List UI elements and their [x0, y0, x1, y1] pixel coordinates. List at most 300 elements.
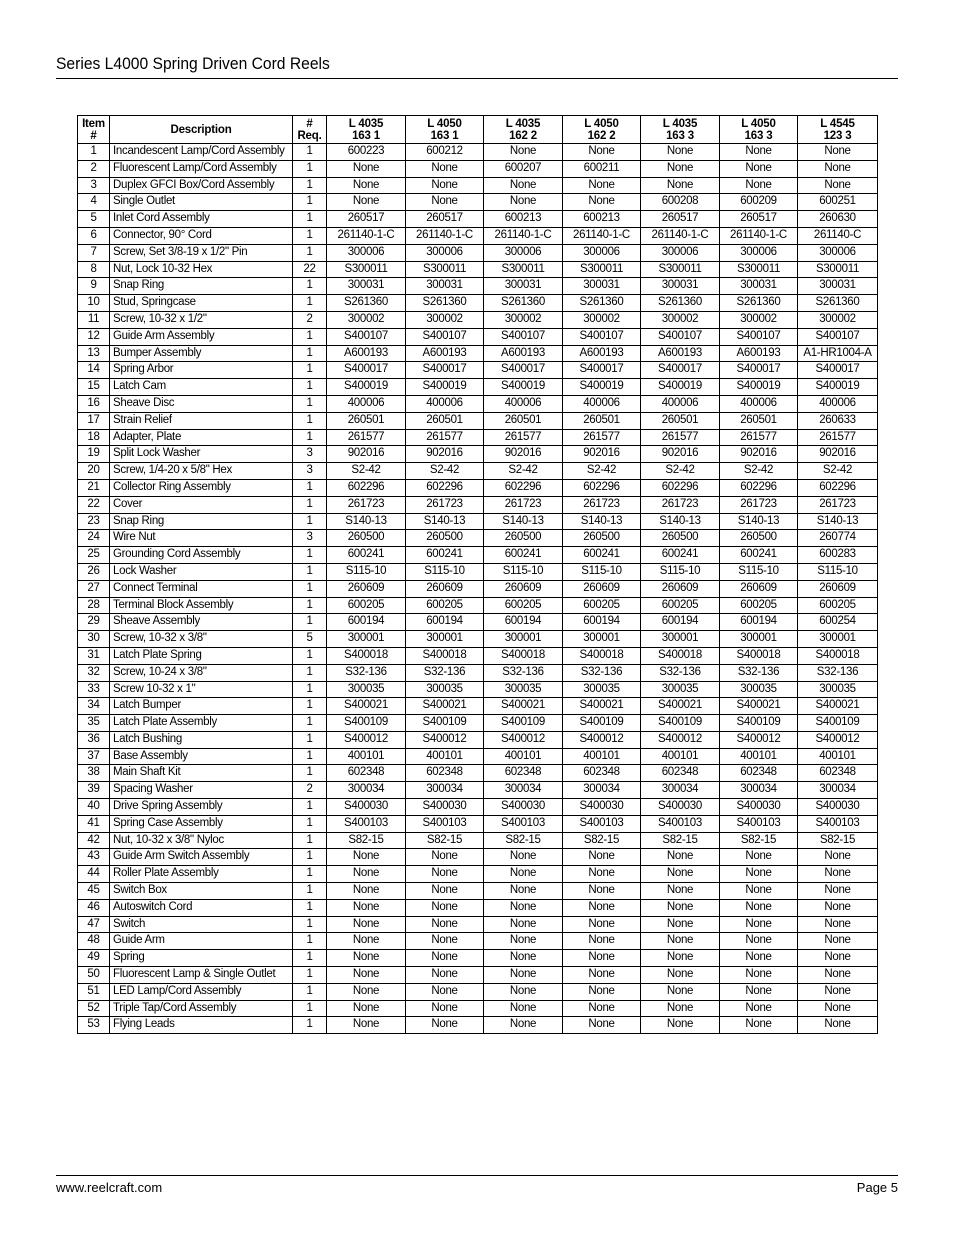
cell-description: Latch Bushing: [110, 731, 293, 748]
table-row: [78, 1017, 878, 1034]
cell-part-number: 300034: [720, 782, 798, 799]
cell-part-number: 400101: [406, 748, 484, 765]
cell-part-number: 300006: [406, 244, 484, 261]
cell-part-number: 300031: [798, 278, 878, 295]
cell-quantity: 1: [293, 160, 327, 177]
cell-part-number: None: [720, 866, 798, 883]
cell-part-number: 300006: [641, 244, 720, 261]
cell-description: Collector Ring Assembly: [110, 479, 293, 496]
table-row: [78, 916, 878, 933]
cell-quantity: 1: [293, 899, 327, 916]
cell-quantity: 3: [293, 530, 327, 547]
cell-part-number: 261577: [327, 429, 406, 446]
cell-quantity: 3: [293, 463, 327, 480]
cell-description: Split Lock Washer: [110, 446, 293, 463]
header-item: [78, 116, 110, 144]
cell-part-number: None: [641, 950, 720, 967]
cell-quantity: 1: [293, 362, 327, 379]
cell-part-number: S400012: [641, 731, 720, 748]
cell-part-number: S140-13: [484, 513, 563, 530]
cell-quantity: 1: [293, 278, 327, 295]
cell-part-number: S261360: [484, 295, 563, 312]
cell-part-number: 602296: [563, 479, 641, 496]
model-name: L 4050: [741, 117, 776, 130]
cell-part-number: S400018: [327, 647, 406, 664]
cell-item-number: 34: [78, 698, 110, 715]
footer-page-number: Page 5: [856, 1180, 898, 1195]
cell-part-number: 300001: [484, 631, 563, 648]
cell-part-number: S400012: [406, 731, 484, 748]
cell-part-number: S400109: [720, 715, 798, 732]
cell-description: Screw, Set 3/8-19 x 1/2" Pin: [110, 244, 293, 261]
header-req-line: #: [306, 117, 313, 130]
cell-part-number: None: [484, 177, 563, 194]
cell-part-number: None: [563, 899, 641, 916]
cell-part-number: None: [484, 883, 563, 900]
cell-quantity: 1: [293, 866, 327, 883]
cell-part-number: 300002: [406, 311, 484, 328]
cell-part-number: S2-42: [327, 463, 406, 480]
cell-part-number: None: [720, 933, 798, 950]
cell-item-number: 47: [78, 916, 110, 933]
table-row: [78, 933, 878, 950]
cell-part-number: S400107: [327, 328, 406, 345]
cell-description: Wire Nut: [110, 530, 293, 547]
cell-part-number: 260630: [798, 211, 878, 228]
cell-part-number: 602348: [563, 765, 641, 782]
cell-part-number: 261577: [484, 429, 563, 446]
cell-part-number: None: [641, 849, 720, 866]
cell-part-number: 600205: [563, 597, 641, 614]
cell-part-number: S300011: [563, 261, 641, 278]
cell-description: Sheave Disc: [110, 395, 293, 412]
cell-description: Drive Spring Assembly: [110, 799, 293, 816]
cell-part-number: 600211: [563, 160, 641, 177]
header-rule: [56, 78, 898, 79]
cell-part-number: None: [484, 194, 563, 211]
cell-part-number: None: [720, 849, 798, 866]
cell-part-number: None: [563, 950, 641, 967]
cell-part-number: S300011: [720, 261, 798, 278]
cell-part-number: 300006: [563, 244, 641, 261]
table-row: [78, 983, 878, 1000]
cell-part-number: 300001: [563, 631, 641, 648]
table-row: [78, 715, 878, 732]
cell-part-number: None: [327, 933, 406, 950]
footer-website: www.reelcraft.com: [56, 1180, 163, 1195]
cell-part-number: None: [327, 967, 406, 984]
header-req-line: Req.: [297, 129, 322, 142]
cell-quantity: 1: [293, 580, 327, 597]
cell-part-number: 261140-1-C: [641, 227, 720, 244]
cell-part-number: A600193: [720, 345, 798, 362]
cell-part-number: 300034: [798, 782, 878, 799]
cell-part-number: S400103: [720, 815, 798, 832]
cell-part-number: None: [406, 1017, 484, 1034]
cell-part-number: None: [720, 1017, 798, 1034]
cell-part-number: S400030: [563, 799, 641, 816]
cell-item-number: 18: [78, 429, 110, 446]
cell-quantity: 1: [293, 395, 327, 412]
cell-part-number: 300031: [327, 278, 406, 295]
cell-part-number: S300011: [484, 261, 563, 278]
cell-item-number: 37: [78, 748, 110, 765]
cell-part-number: S400012: [720, 731, 798, 748]
cell-quantity: 1: [293, 681, 327, 698]
cell-part-number: 600251: [798, 194, 878, 211]
cell-part-number: 300031: [720, 278, 798, 295]
header-model: [484, 116, 563, 144]
table-row: [78, 144, 878, 161]
cell-part-number: 260501: [327, 412, 406, 429]
cell-part-number: None: [406, 160, 484, 177]
cell-part-number: S2-42: [406, 463, 484, 480]
cell-part-number: 261723: [798, 496, 878, 513]
table-row: [78, 496, 878, 513]
cell-item-number: 48: [78, 933, 110, 950]
cell-part-number: None: [327, 1017, 406, 1034]
cell-part-number: S400030: [484, 799, 563, 816]
cell-part-number: None: [406, 849, 484, 866]
cell-part-number: None: [327, 160, 406, 177]
cell-part-number: S82-15: [563, 832, 641, 849]
cell-part-number: 602348: [484, 765, 563, 782]
cell-part-number: S400018: [798, 647, 878, 664]
cell-part-number: None: [563, 983, 641, 1000]
cell-part-number: None: [484, 967, 563, 984]
cell-part-number: 300035: [798, 681, 878, 698]
cell-part-number: 600209: [720, 194, 798, 211]
cell-part-number: 261577: [641, 429, 720, 446]
cell-part-number: S400030: [406, 799, 484, 816]
table-row: [78, 614, 878, 631]
cell-part-number: 300035: [327, 681, 406, 698]
cell-part-number: S115-10: [720, 563, 798, 580]
cell-part-number: 260609: [563, 580, 641, 597]
cell-quantity: 1: [293, 849, 327, 866]
cell-part-number: None: [798, 933, 878, 950]
cell-quantity: 1: [293, 479, 327, 496]
cell-part-number: S400018: [406, 647, 484, 664]
cell-part-number: S400030: [327, 799, 406, 816]
cell-part-number: None: [798, 899, 878, 916]
cell-item-number: 8: [78, 261, 110, 278]
cell-part-number: 300031: [641, 278, 720, 295]
cell-part-number: 300001: [406, 631, 484, 648]
cell-part-number: None: [406, 899, 484, 916]
cell-item-number: 45: [78, 883, 110, 900]
table-row: [78, 227, 878, 244]
cell-part-number: 600194: [406, 614, 484, 631]
table-row: [78, 479, 878, 496]
cell-part-number: 260501: [641, 412, 720, 429]
cell-part-number: 600194: [720, 614, 798, 631]
cell-quantity: 1: [293, 177, 327, 194]
cell-part-number: 902016: [641, 446, 720, 463]
cell-quantity: 1: [293, 799, 327, 816]
cell-part-number: None: [641, 1000, 720, 1017]
cell-part-number: 602348: [327, 765, 406, 782]
cell-part-number: 260501: [720, 412, 798, 429]
cell-part-number: S400017: [406, 362, 484, 379]
cell-part-number: S400103: [798, 815, 878, 832]
cell-quantity: 2: [293, 311, 327, 328]
table-row: [78, 631, 878, 648]
cell-part-number: 600223: [327, 144, 406, 161]
cell-part-number: 400101: [327, 748, 406, 765]
header-model: [798, 116, 878, 144]
cell-part-number: S400107: [641, 328, 720, 345]
cell-part-number: 300002: [641, 311, 720, 328]
cell-quantity: 1: [293, 379, 327, 396]
cell-quantity: 1: [293, 194, 327, 211]
cell-quantity: 1: [293, 765, 327, 782]
cell-part-number: None: [327, 983, 406, 1000]
cell-part-number: 261723: [484, 496, 563, 513]
cell-part-number: 600241: [484, 547, 563, 564]
cell-part-number: None: [641, 883, 720, 900]
cell-part-number: 400101: [484, 748, 563, 765]
table-row: [78, 547, 878, 564]
cell-part-number: S2-42: [720, 463, 798, 480]
cell-item-number: 2: [78, 160, 110, 177]
table-row: [78, 698, 878, 715]
cell-part-number: 600205: [484, 597, 563, 614]
cell-part-number: A600193: [327, 345, 406, 362]
cell-part-number: S400107: [563, 328, 641, 345]
cell-part-number: 600194: [563, 614, 641, 631]
cell-part-number: 400101: [798, 748, 878, 765]
cell-part-number: 261723: [641, 496, 720, 513]
cell-part-number: None: [720, 983, 798, 1000]
cell-part-number: 902016: [798, 446, 878, 463]
cell-part-number: 260774: [798, 530, 878, 547]
table-row: [78, 849, 878, 866]
cell-part-number: S400019: [484, 379, 563, 396]
cell-part-number: 261577: [720, 429, 798, 446]
cell-quantity: 1: [293, 614, 327, 631]
cell-part-number: S140-13: [406, 513, 484, 530]
cell-description: Inlet Cord Assembly: [110, 211, 293, 228]
cell-item-number: 25: [78, 547, 110, 564]
cell-part-number: 602296: [720, 479, 798, 496]
cell-part-number: None: [720, 883, 798, 900]
cell-part-number: 300006: [484, 244, 563, 261]
cell-part-number: None: [406, 866, 484, 883]
cell-part-number: None: [563, 883, 641, 900]
table-row: [78, 311, 878, 328]
cell-part-number: None: [798, 916, 878, 933]
table-row: [78, 362, 878, 379]
cell-part-number: 260500: [406, 530, 484, 547]
cell-quantity: 1: [293, 513, 327, 530]
cell-part-number: 602296: [798, 479, 878, 496]
cell-item-number: 22: [78, 496, 110, 513]
cell-part-number: 602296: [641, 479, 720, 496]
header-model: [641, 116, 720, 144]
cell-item-number: 12: [78, 328, 110, 345]
cell-item-number: 5: [78, 211, 110, 228]
cell-part-number: S140-13: [720, 513, 798, 530]
cell-part-number: 400006: [563, 395, 641, 412]
cell-part-number: None: [563, 866, 641, 883]
cell-part-number: S400019: [327, 379, 406, 396]
cell-part-number: 261140-1-C: [406, 227, 484, 244]
cell-part-number: None: [720, 916, 798, 933]
cell-description: Fluorescent Lamp & Single Outlet: [110, 967, 293, 984]
cell-part-number: 261723: [563, 496, 641, 513]
cell-part-number: 300002: [563, 311, 641, 328]
cell-part-number: S115-10: [327, 563, 406, 580]
model-code: 162 2: [587, 129, 616, 142]
cell-part-number: S82-15: [641, 832, 720, 849]
cell-part-number: None: [406, 177, 484, 194]
cell-part-number: None: [484, 916, 563, 933]
table-row: [78, 429, 878, 446]
cell-item-number: 27: [78, 580, 110, 597]
cell-description: Grounding Cord Assembly: [110, 547, 293, 564]
cell-part-number: None: [641, 933, 720, 950]
cell-part-number: 300002: [327, 311, 406, 328]
table-row: [78, 345, 878, 362]
header-model: [720, 116, 798, 144]
cell-part-number: A600193: [406, 345, 484, 362]
cell-part-number: 300002: [484, 311, 563, 328]
cell-part-number: S32-136: [406, 664, 484, 681]
cell-part-number: S261360: [406, 295, 484, 312]
cell-part-number: None: [641, 1017, 720, 1034]
cell-description: Triple Tap/Cord Assembly: [110, 1000, 293, 1017]
cell-part-number: S2-42: [484, 463, 563, 480]
cell-part-number: S400012: [484, 731, 563, 748]
cell-part-number: S261360: [720, 295, 798, 312]
cell-quantity: 1: [293, 883, 327, 900]
cell-item-number: 38: [78, 765, 110, 782]
cell-description: Switch: [110, 916, 293, 933]
cell-part-number: None: [720, 160, 798, 177]
cell-item-number: 29: [78, 614, 110, 631]
cell-part-number: None: [563, 144, 641, 161]
cell-item-number: 51: [78, 983, 110, 1000]
cell-description: Screw, 1/4-20 x 5/8" Hex: [110, 463, 293, 480]
cell-part-number: None: [720, 967, 798, 984]
cell-item-number: 17: [78, 412, 110, 429]
model-code: 163 3: [666, 129, 694, 142]
cell-part-number: 602296: [484, 479, 563, 496]
cell-part-number: 260609: [798, 580, 878, 597]
cell-part-number: None: [641, 983, 720, 1000]
cell-part-number: S400021: [720, 698, 798, 715]
cell-description: Roller Plate Assembly: [110, 866, 293, 883]
cell-part-number: 260609: [720, 580, 798, 597]
cell-part-number: None: [798, 967, 878, 984]
cell-item-number: 50: [78, 967, 110, 984]
table-row: [78, 866, 878, 883]
cell-part-number: S400109: [798, 715, 878, 732]
cell-part-number: 300035: [720, 681, 798, 698]
table-body: [78, 144, 878, 1034]
cell-part-number: S115-10: [563, 563, 641, 580]
parts-table: [77, 115, 878, 1034]
cell-item-number: 13: [78, 345, 110, 362]
cell-item-number: 21: [78, 479, 110, 496]
cell-part-number: S400019: [720, 379, 798, 396]
cell-part-number: None: [720, 1000, 798, 1017]
table-row: [78, 278, 878, 295]
cell-part-number: 300034: [563, 782, 641, 799]
cell-description: Connect Terminal: [110, 580, 293, 597]
cell-part-number: None: [798, 950, 878, 967]
cell-part-number: 260609: [641, 580, 720, 597]
cell-item-number: 1: [78, 144, 110, 161]
cell-part-number: S400019: [406, 379, 484, 396]
cell-part-number: S261360: [641, 295, 720, 312]
cell-part-number: 300034: [327, 782, 406, 799]
cell-part-number: 600213: [484, 211, 563, 228]
cell-item-number: 36: [78, 731, 110, 748]
header-item-line: #: [90, 129, 97, 142]
cell-part-number: 300001: [641, 631, 720, 648]
header-model: [406, 116, 484, 144]
table-row: [78, 765, 878, 782]
cell-part-number: None: [798, 866, 878, 883]
cell-part-number: 300034: [406, 782, 484, 799]
cell-part-number: None: [641, 866, 720, 883]
model-name: L 4050: [584, 117, 619, 130]
cell-description: Stud, Springcase: [110, 295, 293, 312]
header-req: [293, 116, 327, 144]
cell-item-number: 10: [78, 295, 110, 312]
cell-part-number: S140-13: [563, 513, 641, 530]
cell-part-number: None: [327, 1000, 406, 1017]
cell-part-number: None: [484, 899, 563, 916]
cell-part-number: None: [327, 883, 406, 900]
cell-part-number: A600193: [484, 345, 563, 362]
cell-part-number: S400012: [798, 731, 878, 748]
cell-part-number: 600283: [798, 547, 878, 564]
table-row: [78, 967, 878, 984]
table-row: [78, 295, 878, 312]
cell-part-number: 400101: [641, 748, 720, 765]
cell-part-number: S400107: [720, 328, 798, 345]
cell-part-number: None: [484, 933, 563, 950]
cell-part-number: 300002: [798, 311, 878, 328]
cell-part-number: S400017: [641, 362, 720, 379]
cell-part-number: 600241: [327, 547, 406, 564]
header-model: [327, 116, 406, 144]
cell-part-number: None: [798, 177, 878, 194]
cell-part-number: 300006: [327, 244, 406, 261]
cell-part-number: S400018: [563, 647, 641, 664]
cell-part-number: 261140-C: [798, 227, 878, 244]
cell-description: Guide Arm: [110, 933, 293, 950]
cell-quantity: 1: [293, 144, 327, 161]
table-row: [78, 950, 878, 967]
cell-part-number: S400021: [484, 698, 563, 715]
table-row: [78, 395, 878, 412]
cell-part-number: 261577: [798, 429, 878, 446]
cell-part-number: S115-10: [484, 563, 563, 580]
cell-description: Snap Ring: [110, 278, 293, 295]
cell-part-number: 602348: [641, 765, 720, 782]
cell-description: Screw, 10-32 x 3/8": [110, 631, 293, 648]
cell-part-number: None: [720, 899, 798, 916]
cell-part-number: None: [484, 144, 563, 161]
cell-part-number: None: [484, 1000, 563, 1017]
cell-part-number: S400021: [563, 698, 641, 715]
cell-part-number: S400109: [327, 715, 406, 732]
cell-description: Adapter, Plate: [110, 429, 293, 446]
